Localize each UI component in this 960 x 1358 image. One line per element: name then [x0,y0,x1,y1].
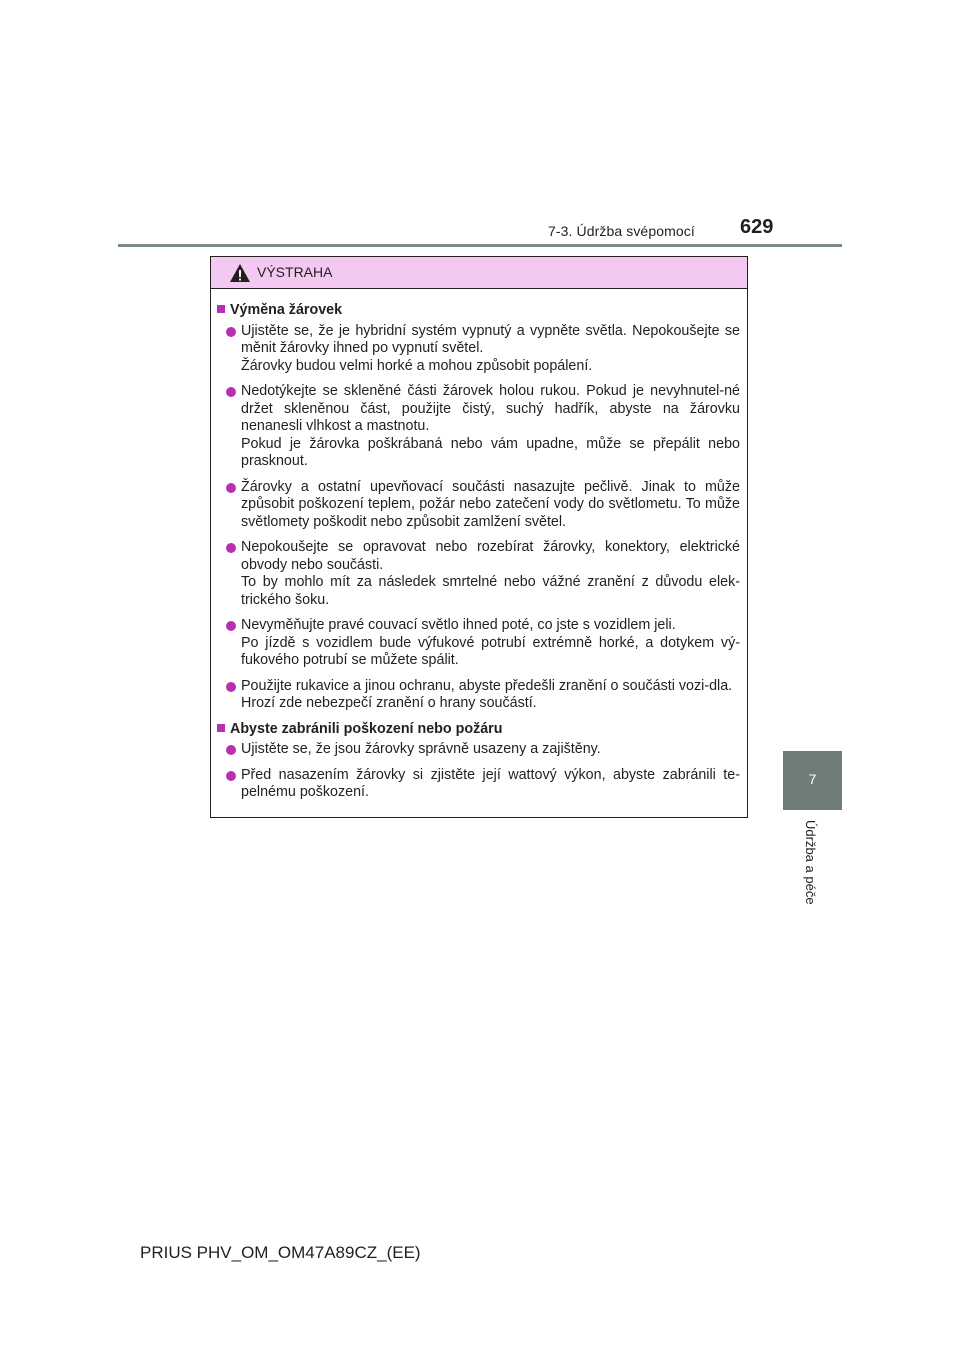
warning-bullet-text: Před nasazením žárovky si zjistěte její wattový výkon, abyste zabránili te-pelnému poškození. [241,766,740,800]
round-bullet-icon [226,483,236,493]
round-bullet-icon [226,621,236,631]
warning-bullet [217,617,740,670]
page-header-section: 7-3. Údržba svépomocí [548,223,695,239]
warning-bullet-text: Žárovky budou velmi horké a mohou způsobit popálení. [241,357,593,374]
warning-bullet-text: To by mohlo mít za následek smrtelné nebo vážné zranění z důvodu elek-trického šoku. [241,574,740,608]
warning-bullet [217,383,740,471]
warning-section-heading [217,302,740,320]
warning-triangle-icon [229,263,251,283]
warning-body [211,289,747,802]
document-code: PRIUS PHV_OM_OM47A89CZ_(EE) [140,1243,421,1262]
warning-bullet-text: Ujistěte se, že je hybridní systém vypnutý a vypněte světla. Nepokoušejte se měnit žárovky ihned po vypnutí světel. [241,322,740,356]
warning-bullet-text: Nepokoušejte se opravovat nebo rozebírat žárovky, konektory, elektrické obvody nebo součásti. [241,539,740,573]
round-bullet-icon [226,387,236,397]
warning-bullet-text: Nevyměňujte pravé couvací světlo ihned poté, co jste s vozidlem jeli. [241,617,676,633]
warning-bullet [217,678,740,713]
warning-bullet [217,539,740,609]
round-bullet-icon [226,771,236,781]
square-bullet-icon [217,724,225,732]
warning-bullet-text: Použijte rukavice a jinou ochranu, abyste předešli zranění o součásti vozi-dla. [241,677,733,694]
square-bullet-icon [217,305,225,313]
warning-bullet-text: Ujistěte se, že jsou žárovky správně usazeny a zajištěny. [241,741,601,757]
warning-title: VÝSTRAHA [257,264,333,280]
round-bullet-icon [226,682,236,692]
warning-bullet [217,767,740,802]
warning-bullet-text: Pokud je žárovka poškrábaná nebo vám upadne, může se přepálit nebo prasknout. [241,435,740,469]
warning-box [210,256,748,818]
chapter-number: 7 [808,771,817,787]
warning-bullet-text: Žárovky a ostatní upevňovací součásti nasazujte pečlivě. Jinak to může způsobit poškození teplem, požár nebo zatečení vody do světlometu. To může světlomety poškodit nebo způsobit zamlžení světel. [241,478,740,530]
page-number: 629 [740,216,774,238]
warning-bullet-text: Po jízdě s vozidlem bude výfukové potrubí extrémně horké, a dotykem vý-fukového potrubí se můžete spálit. [241,634,740,668]
warning-bullet-text: Nedotýkejte se skleněné části žárovek holou rukou. Pokud je nevyhnutel-né držet skleněnou část, použijte čistý, suchý hadřík, abyste na žárovku nenanesli vlhkost a mastnotu. [241,383,740,434]
chapter-title: Údržba a péče [803,820,818,905]
round-bullet-icon [226,543,236,553]
warning-bullet [217,479,740,532]
warning-header [211,257,747,289]
chapter-tab [783,751,842,810]
warning-section-heading-text: Abyste zabránili poškození nebo požáru [230,720,503,737]
warning-bullet-text: Hrozí zde nebezpečí zranění o hrany součástí. [241,695,537,711]
warning-section-heading [217,721,740,739]
warning-section-heading-text: Výměna žárovek [230,302,343,318]
header-rule [118,244,842,247]
round-bullet-icon [226,327,236,337]
warning-bullet [217,741,740,759]
warning-bullet [217,323,740,376]
round-bullet-icon [226,745,236,755]
